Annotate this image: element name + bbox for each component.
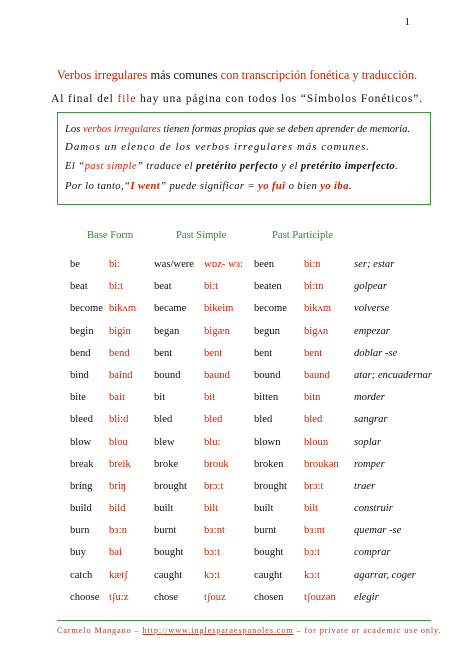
header-past-simple: Past Simple [176, 230, 227, 241]
cell-translation: atar; encuadernar [354, 369, 432, 381]
cell-translation: sangrar [354, 414, 388, 426]
cell-participle-phonetic: bi:tn [304, 281, 324, 293]
cell-participle-phonetic: broukən [304, 458, 339, 470]
cell-translation: agarrar, coger [354, 569, 416, 581]
cell-participle-phonetic: bent [304, 347, 323, 359]
table-row [0, 281, 474, 303]
box-line-2: Damos un elenco de los verbos irregulares más comunes. [65, 141, 371, 153]
cell-past-phonetic: bilt [204, 503, 219, 515]
cell-past-participle: built [254, 503, 274, 515]
cell-past-simple: caught [154, 569, 183, 581]
cell-past-simple: began [154, 325, 180, 337]
cell-past-participle: become [254, 303, 287, 315]
cell-base-phonetic: bend [109, 347, 130, 359]
cell-base-form: blow [70, 436, 92, 448]
cell-past-simple: bent [154, 347, 173, 359]
footer-link[interactable]: http://www.inglesparaespanoles.com [142, 626, 294, 635]
table-row [0, 592, 474, 614]
header-base-form: Base Form [87, 230, 134, 241]
cell-translation: romper [354, 458, 385, 470]
cell-past-simple: beat [154, 281, 172, 293]
box-text: . [348, 181, 352, 192]
cell-base-form: become [70, 303, 103, 315]
cell-base-phonetic: bikʌm [109, 303, 137, 315]
cell-past-phonetic: brɔ:t [204, 480, 224, 492]
box-line-4 [65, 177, 424, 197]
cell-past-simple: built [154, 503, 174, 515]
box-text: . [395, 161, 399, 172]
cell-past-phonetic: bigæn [204, 325, 230, 337]
cell-past-simple: was/were [154, 259, 195, 270]
cell-translation: comprar [354, 547, 391, 559]
cell-base-phonetic: bigin [109, 325, 131, 337]
intro-file-word: file [117, 93, 137, 105]
cell-past-simple: bound [154, 369, 181, 381]
cell-base-form: bend [70, 347, 91, 359]
cell-participle-phonetic: bilt [304, 503, 319, 515]
cell-past-participle: bent [254, 347, 273, 359]
header-past-participle: Past Participle [272, 230, 333, 241]
cell-translation: construir [354, 503, 393, 515]
page-title [0, 68, 474, 83]
title-part-2: más comunes [147, 68, 221, 82]
cell-past-participle: broken [254, 458, 284, 470]
cell-base-phonetic: bait [109, 392, 125, 404]
cell-base-form: bleed [70, 414, 93, 426]
footer [57, 620, 442, 635]
cell-participle-phonetic: bɔ:t [304, 547, 320, 559]
cell-base-form: bind [70, 369, 89, 381]
cell-past-simple: bit [154, 392, 166, 404]
cell-past-participle: beaten [254, 281, 282, 293]
cell-past-simple: bought [154, 547, 184, 559]
verb-table [0, 259, 474, 614]
cell-base-form: bring [70, 480, 93, 492]
page-number: 1 [404, 16, 410, 28]
cell-past-participle: bled [254, 414, 273, 426]
cell-translation: elegir [354, 591, 379, 603]
cell-past-simple: blew [154, 436, 175, 448]
cell-past-phonetic: bit [204, 392, 216, 404]
table-row [0, 570, 474, 592]
cell-past-phonetic: bent [204, 347, 223, 359]
cell-participle-phonetic: bi:n [304, 259, 321, 270]
cell-past-simple: burnt [154, 525, 177, 537]
cell-base-phonetic: bɜ:n [109, 525, 127, 537]
cell-base-form: break [70, 458, 94, 470]
box-text: ” traduce el [136, 161, 196, 172]
cell-past-participle: begun [254, 325, 280, 337]
box-text: o bien [285, 181, 321, 192]
table-row [0, 503, 474, 525]
cell-past-phonetic: bɔ:t [204, 547, 220, 559]
cell-translation: quemar -se [354, 525, 402, 537]
cell-translation: traer [354, 480, 376, 492]
table-row [0, 259, 474, 281]
intro-after: hay una página con todos los “Símbolos Fonéticos”. [136, 93, 423, 105]
footer-author: Carmelo Mangano – [57, 626, 143, 635]
table-row [0, 303, 474, 325]
column-headers [0, 230, 474, 244]
table-row [0, 348, 474, 370]
cell-translation: volverse [354, 303, 390, 315]
cell-past-phonetic: bled [204, 414, 223, 426]
cell-past-participle: caught [254, 569, 283, 581]
cell-past-participle: brought [254, 480, 287, 492]
cell-past-phonetic: bi:t [204, 281, 219, 293]
cell-base-form: buy [70, 547, 86, 559]
cell-past-simple: became [154, 303, 187, 315]
box-highlight: I went [130, 181, 161, 192]
box-highlight: yo iba [320, 181, 349, 192]
cell-participle-phonetic: bloun [304, 436, 329, 448]
cell-participle-phonetic: bɜ:nt [304, 525, 325, 537]
box-text: Por lo tanto,“ [65, 181, 131, 192]
cell-base-phonetic: breik [109, 458, 131, 470]
cell-past-simple: chose [154, 591, 179, 603]
cell-base-form: burn [70, 525, 90, 537]
intro-before: Al final del [51, 93, 118, 105]
cell-past-participle: bought [254, 547, 284, 559]
cell-past-phonetic: baund [204, 369, 230, 381]
cell-past-participle: chosen [254, 591, 284, 603]
cell-participle-phonetic: baund [304, 369, 330, 381]
cell-past-simple: brought [154, 480, 187, 492]
cell-past-participle: burnt [254, 525, 277, 537]
cell-base-form: catch [70, 569, 93, 581]
cell-base-phonetic: bild [109, 503, 126, 515]
box-highlight: yo fui [258, 181, 286, 192]
cell-past-participle: blown [254, 436, 281, 448]
box-text: Los [65, 124, 83, 135]
box-text: El “ [65, 161, 85, 172]
cell-base-form: choose [70, 591, 100, 603]
cell-base-phonetic: baind [109, 369, 133, 381]
info-box [57, 112, 431, 205]
title-part-3: con transcripción fonética y traducción. [220, 68, 418, 82]
table-row [0, 459, 474, 481]
cell-participle-phonetic: brɔ:t [304, 480, 324, 492]
table-row [0, 326, 474, 348]
cell-base-phonetic: briŋ [109, 480, 127, 492]
box-bold: pretérito imperfecto [300, 161, 396, 172]
cell-participle-phonetic: tʃouzən [304, 591, 336, 603]
cell-base-phonetic: bi: [109, 259, 121, 270]
cell-base-phonetic: kætʃ [109, 569, 128, 581]
cell-past-participle: bitten [254, 392, 279, 404]
cell-participle-phonetic: bitn [304, 392, 321, 404]
cell-base-phonetic: blou [109, 436, 128, 448]
cell-past-participle: been [254, 259, 274, 270]
cell-translation: doblar -se [354, 347, 398, 359]
cell-participle-phonetic: bled [304, 414, 323, 426]
cell-past-phonetic: kɔ:t [204, 569, 220, 581]
cell-past-phonetic: bɜ:nt [204, 525, 225, 537]
box-text: y el [278, 161, 301, 172]
cell-base-form: be [70, 259, 80, 270]
cell-past-phonetic: brouk [204, 458, 229, 470]
cell-base-phonetic: bai [109, 547, 122, 559]
cell-past-phonetic: blu: [204, 436, 221, 448]
table-row [0, 392, 474, 414]
cell-past-phonetic: bikeim [204, 303, 234, 315]
box-line-3 [65, 157, 424, 177]
cell-past-phonetic: tʃouz [204, 591, 226, 603]
footer-note: – for private or academic use only. [293, 626, 442, 635]
cell-participle-phonetic: bikʌm [304, 303, 332, 315]
cell-past-participle: bound [254, 369, 281, 381]
cell-translation: golpear [354, 281, 387, 293]
cell-past-simple: bled [154, 414, 173, 426]
cell-participle-phonetic: bigʌn [304, 325, 329, 337]
cell-past-phonetic: wɒz- wɜ: [204, 259, 244, 270]
box-text: ” puede significar = [160, 181, 259, 192]
box-line-1 [65, 122, 424, 137]
box-text: tienen formas propias que se deben aprender de memoria. [160, 124, 411, 135]
cell-base-phonetic: bli:d [109, 414, 129, 426]
cell-past-simple: broke [154, 458, 179, 470]
table-row [0, 481, 474, 503]
box-highlight: verbos irregulares [82, 124, 161, 135]
table-row [0, 437, 474, 459]
title-part-1: Verbos irregulares [56, 68, 148, 82]
table-row [0, 525, 474, 547]
cell-base-form: begin [70, 325, 94, 337]
cell-base-form: bite [70, 392, 86, 404]
cell-translation: ser; estar [354, 259, 395, 270]
cell-translation: soplar [354, 436, 382, 448]
cell-base-phonetic: tʃu:z [109, 591, 129, 603]
cell-base-form: build [70, 503, 92, 515]
table-row [0, 414, 474, 436]
box-highlight: past simple [84, 161, 137, 172]
cell-base-phonetic: bi:t [109, 281, 124, 293]
box-bold: pretérito perfecto [195, 161, 279, 172]
table-row [0, 370, 474, 392]
table-row [0, 547, 474, 569]
intro-line [0, 93, 474, 105]
cell-base-form: beat [70, 281, 88, 293]
cell-translation: empezar [354, 325, 390, 337]
cell-translation: morder [354, 392, 385, 404]
cell-participle-phonetic: kɔ:t [304, 569, 320, 581]
